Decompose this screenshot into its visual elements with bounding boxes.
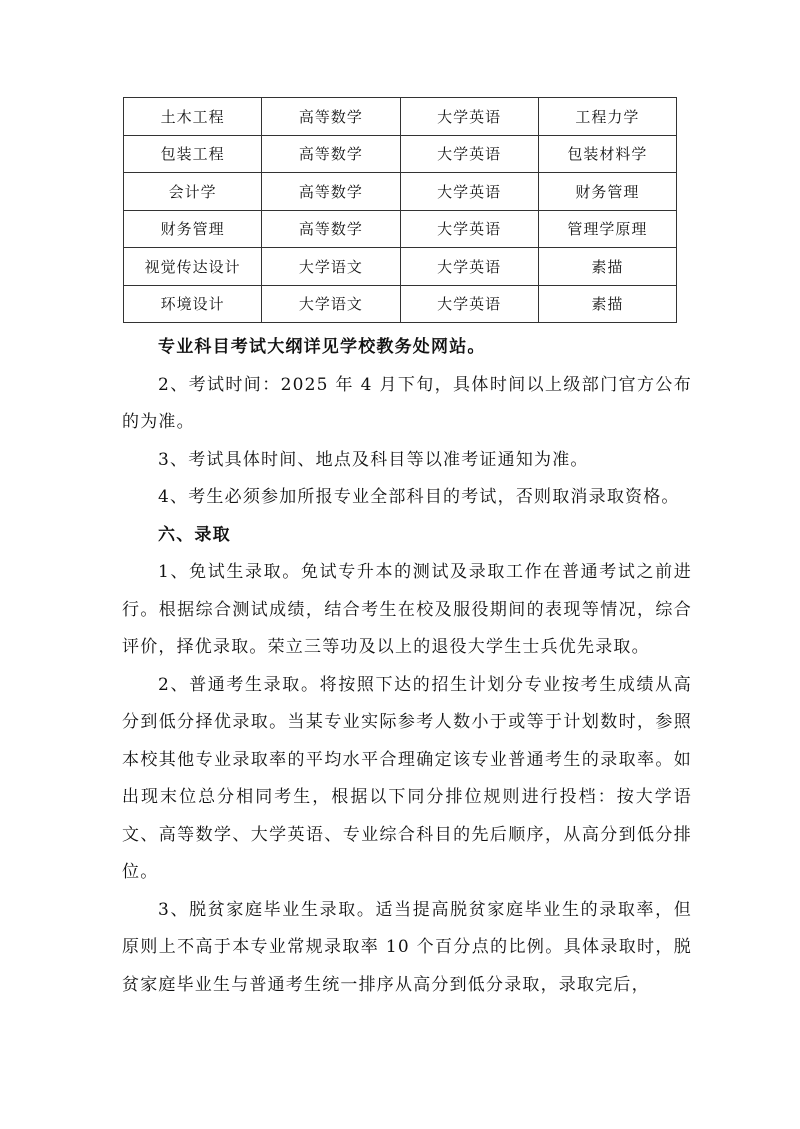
table-row [124, 210, 677, 248]
table-cell-subject-2: 大学英语 [400, 135, 538, 173]
table-cell-subject-3: 包装材料学 [538, 135, 676, 173]
table-cell-major: 环境设计 [124, 285, 262, 323]
table-cell-major: 财务管理 [124, 210, 262, 248]
table-cell-subject-1: 高等数学 [262, 98, 400, 136]
exam-outline-note: 专业科目考试大纲详见学校教务处网站。 [158, 337, 486, 357]
table-cell-subject-3: 管理学原理 [538, 210, 676, 248]
table-cell-major: 土木工程 [124, 98, 262, 136]
table-row [124, 173, 677, 211]
table-cell-subject-1: 高等数学 [262, 135, 400, 173]
table-cell-major: 会计学 [124, 173, 262, 211]
poverty-family-admission-paragraph: 3、脱贫家庭毕业生录取。适当提高脱贫家庭毕业生的录取率，但原则上不高于本专业常规录取率 10 个百分点的比例。具体录取时，脱贫家庭毕业生与普通考生统一排序从高分到低分录取，录取完后， [122, 899, 692, 995]
section-heading-admission: 六、录取 [158, 524, 231, 545]
table-cell-subject-2: 大学英语 [400, 173, 538, 211]
exam-admission-ticket-paragraph: 3、考试具体时间、地点及科目等以准考证通知为准。 [158, 449, 589, 470]
table-cell-major: 包装工程 [124, 135, 262, 173]
table-cell-subject-1: 大学语文 [262, 248, 400, 286]
table-cell-subject-1: 高等数学 [262, 173, 400, 211]
body-text [122, 329, 692, 1004]
table-cell-subject-3: 素描 [538, 285, 676, 323]
table-cell-subject-3: 素描 [538, 248, 676, 286]
table-cell-subject-2: 大学英语 [400, 248, 538, 286]
regular-admission-paragraph: 2、普通考生录取。将按照下达的招生计划分专业按考生成绩从高分到低分择优录取。当某专业实际参考人数小于或等于计划数时，参照本校其他专业录取率的平均水平合理确定该专业普通考生的录取率。如出现末位总分相同考生，根据以下同分排位规则进行投档：按大学语文、高等数学、大学英语、专业综合科目的先后顺序，从高分到低分排位。 [122, 674, 692, 882]
exempt-admission-paragraph: 1、免试生录取。免试专升本的测试及录取工作在普通考试之前进行。根据综合测试成绩，结合考生在校及服役期间的表现等情况，综合评价，择优录取。荣立三等功及以上的退役大学生士兵优先录取。 [122, 562, 692, 657]
table-cell-subject-2: 大学英语 [400, 285, 538, 323]
table-row [124, 285, 677, 323]
table-cell-subject-1: 高等数学 [262, 210, 400, 248]
table-cell-major: 视觉传达设计 [124, 248, 262, 286]
table-cell-subject-1: 大学语文 [262, 285, 400, 323]
exam-time-paragraph: 2、考试时间：2025 年 4 月下旬，具体时间以上级部门官方公布的为准。 [122, 374, 692, 432]
exam-requirement-paragraph: 4、考生必须参加所报专业全部科目的考试，否则取消录取资格。 [158, 487, 680, 507]
table-cell-subject-3: 工程力学 [538, 98, 676, 136]
table-row [124, 248, 677, 286]
table-row [124, 135, 677, 173]
table-cell-subject-3: 财务管理 [538, 173, 676, 211]
table-row [124, 98, 677, 136]
subjects-table [123, 97, 677, 323]
table-cell-subject-2: 大学英语 [400, 210, 538, 248]
table-cell-subject-2: 大学英语 [400, 98, 538, 136]
